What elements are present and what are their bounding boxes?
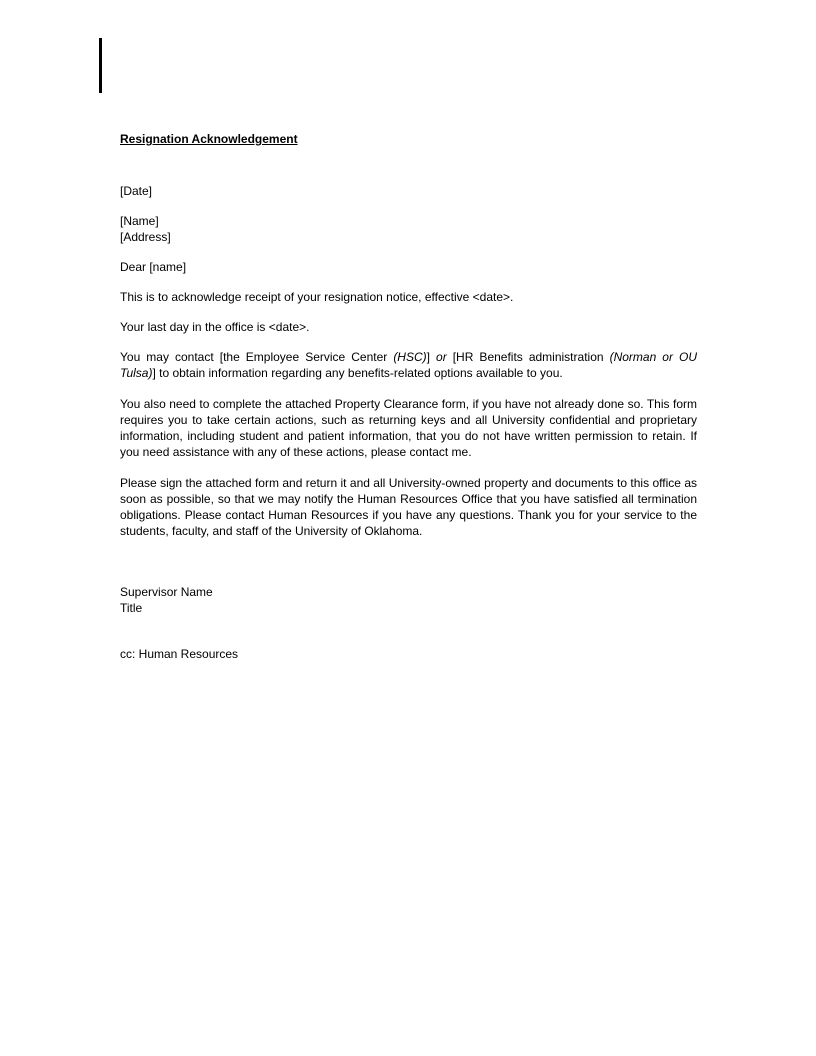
letter-body (120, 131, 697, 662)
letter-date: [Date] (120, 184, 153, 198)
paragraph-contact (120, 349, 697, 381)
signature-name: Supervisor Name (120, 585, 213, 599)
paragraph-last-day: Your last day in the office is <date>. (120, 320, 310, 334)
paragraph-sign-return: Please sign the attached form and return it and all University-owned property and documents to this office as soon as possible, so that we may notify the Human Resources Office that you have satisfied all termination obligations. Please contact Human Resources if you have any questions. Thank you for your service to the students, faculty, and staff of the University of Oklahoma. (120, 476, 697, 538)
recipient-address: [Address] (120, 230, 171, 244)
recipient-name: [Name] (120, 214, 159, 228)
contact-text-e: [HR Benefits administration (446, 350, 610, 364)
contact-text-hsc: (HSC) (393, 350, 427, 364)
text-cursor-bar (99, 38, 102, 93)
contact-text-c: ] (426, 350, 437, 364)
paragraph-receipt: This is to acknowledge receipt of your resignation notice, effective <date>. (120, 290, 514, 304)
salutation: Dear [name] (120, 260, 187, 274)
contact-text-g: ] to obtain information regarding any benefits-related options available to you. (152, 366, 563, 380)
paragraph-property-clearance: You also need to complete the attached Property Clearance form, if you have not already done so. This form requires you to take certain actions, such as returning keys and all University confidential and proprietary information, including student and patient information, that you do not have written permission to retain. If you need assistance with any of these actions, please contact me. (120, 397, 697, 459)
signature-title: Title (120, 601, 143, 615)
contact-text-campus: (Norman or OU Tulsa) (120, 350, 698, 380)
contact-text-a: You may contact [the Employee Service Center (120, 350, 394, 364)
letter-title: Resignation Acknowledgement (120, 132, 298, 146)
cc-line: cc: Human Resources (120, 647, 239, 661)
contact-text-or: or (436, 350, 447, 364)
